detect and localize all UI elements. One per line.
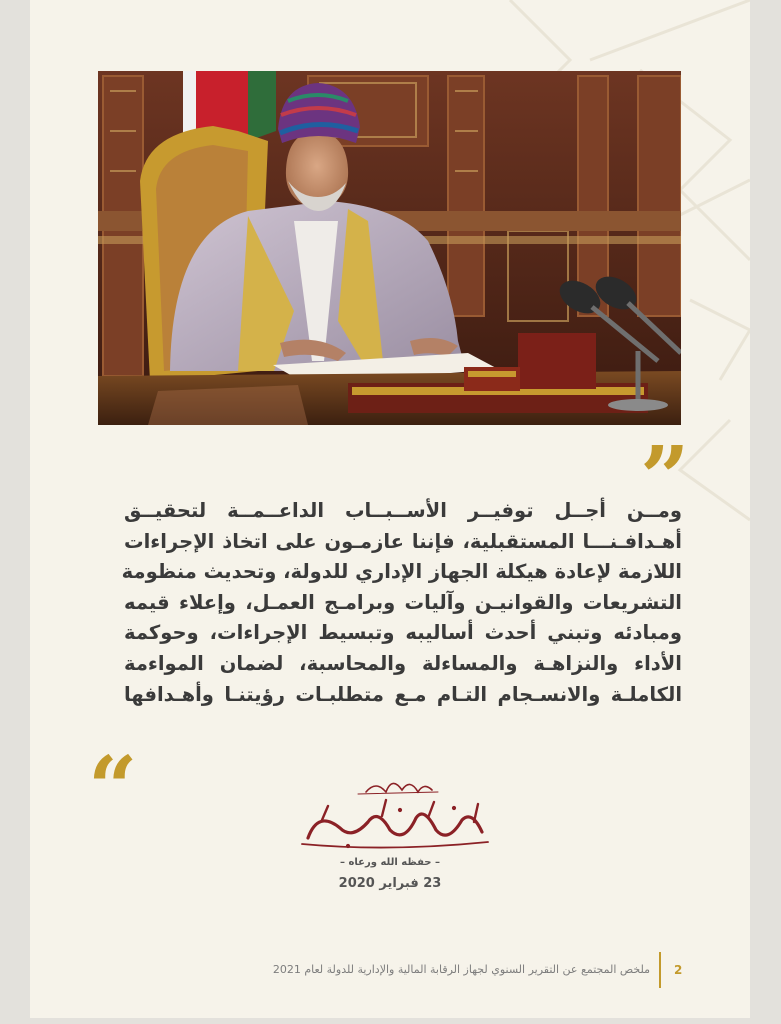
quote-line: ومبادئه وتبني أحدث أساليبه وتبسيط الإجراءات، وحوكمة	[124, 621, 682, 645]
quote-line: الأداء والنزاهـة والمساءلة والمحاسبة، لضمان المواءمة	[124, 651, 682, 675]
royal-quote	[121, 496, 682, 710]
quote-line: أهـدافـنـــا المستقبلية، فإننا عازمـون على اتخاذ الإجراءات	[124, 529, 682, 553]
signature-subtitle: – حفظه الله ورعاه –	[340, 857, 440, 868]
speech-date: 23 فبراير 2020	[338, 876, 442, 891]
sultan-calligraphy-signature	[278, 770, 500, 854]
quote-line: التشريعات والقوانيـن وآليات وبرامـج العمـل، وإعلاء قيمه	[124, 590, 682, 614]
report-page	[30, 0, 750, 1018]
footer-report-title: ملخص المجتمع عن التقرير السنوي لجهاز الرقابة المالية والإدارية للدولة لعام 2021	[272, 963, 650, 976]
closing-quote-mark: ”	[640, 428, 690, 529]
quote-line: اللازمة لإعادة هيكلة الجهاز الإداري للدولة، وتحديث منظومة	[121, 560, 682, 584]
quote-line: ومــن أجــل توفيــر الأســبــاب الداعــمــة لتحقيــق	[124, 499, 682, 522]
portrait-illustration	[98, 71, 681, 425]
footer-divider	[659, 952, 661, 988]
opening-quote-mark: “	[88, 738, 138, 839]
portrait-photo	[98, 71, 681, 425]
quote-line: الكاملـة والانسـجام التـام مـع متطلبـات رؤيتنـا وأهـدافها	[124, 682, 682, 706]
page-number: 2	[674, 963, 683, 977]
